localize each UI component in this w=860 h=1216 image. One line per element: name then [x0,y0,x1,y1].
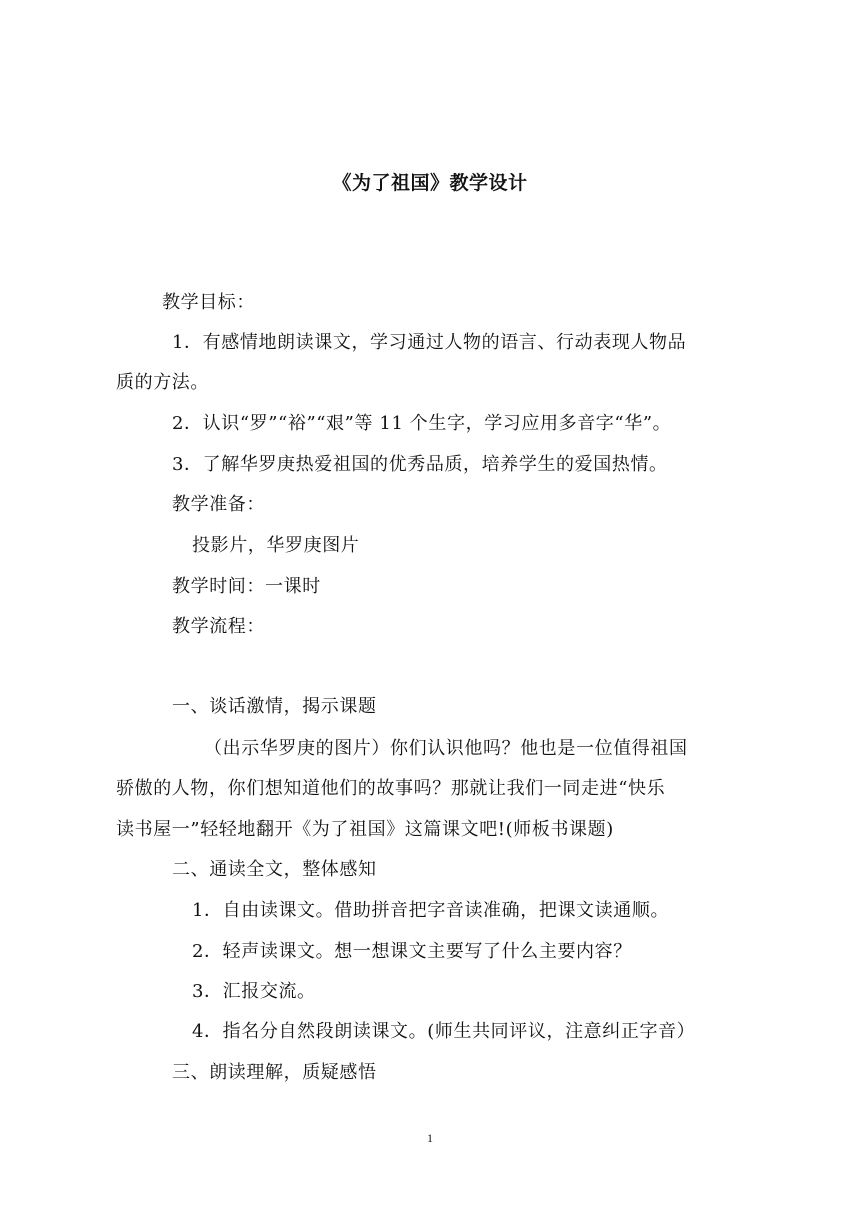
paragraph-line: 教学时间：一课时 [172,576,321,597]
document-title: 《为了祖国》教学设计 [332,172,528,194]
paragraph-line: 教学准备： [172,494,265,515]
paragraph-line: 3．了解华罗庚热爱祖国的优秀品质，培养学生的爱国热情。 [172,454,668,475]
paragraph-line: （出示华罗庚的图片）你们认识他吗？他也是一位值得祖国 [204,738,688,759]
paragraph-line: 骄傲的人物，你们想知道他们的故事吗？那就让我们一同走进“快乐 [116,778,666,799]
paragraph-line: 2．认识“罗”“裕”“艰”等 11 个生字，学习应用多音字“华”。 [172,413,672,434]
paragraph-line: 投影片，华罗庚图片 [192,535,360,556]
list-item: 1．自由读课文。借助拼音把字音读准确，把课文读通顺。 [192,900,670,921]
list-item: 3．汇报交流。 [192,981,316,1002]
list-item: 4．指名分自然段朗读课文。(师生共同评议，注意纠正字音） [192,1021,696,1042]
section-heading: 三、朗读理解，质疑感悟 [172,1062,377,1083]
paragraph-line: 教学流程： [172,616,265,637]
page-number: 1 [427,1131,433,1145]
section-heading: 一、谈话激情，揭示课题 [172,696,377,717]
paragraph-line: 读书屋一”轻轻地翻开《为了祖国》这篇课文吧!(师板书课题) [116,819,614,840]
list-item: 2．轻声读课文。想一想课文主要写了什么主要内容？ [192,941,632,962]
paragraph-line: 质的方法。 [116,372,209,393]
section-heading: 二、通读全文，整体感知 [172,859,377,880]
paragraph-line: 教学目标： [162,292,255,313]
paragraph-line: 1．有感情地朗读课文，学习通过人物的语言、行动表现人物品 [172,332,687,353]
